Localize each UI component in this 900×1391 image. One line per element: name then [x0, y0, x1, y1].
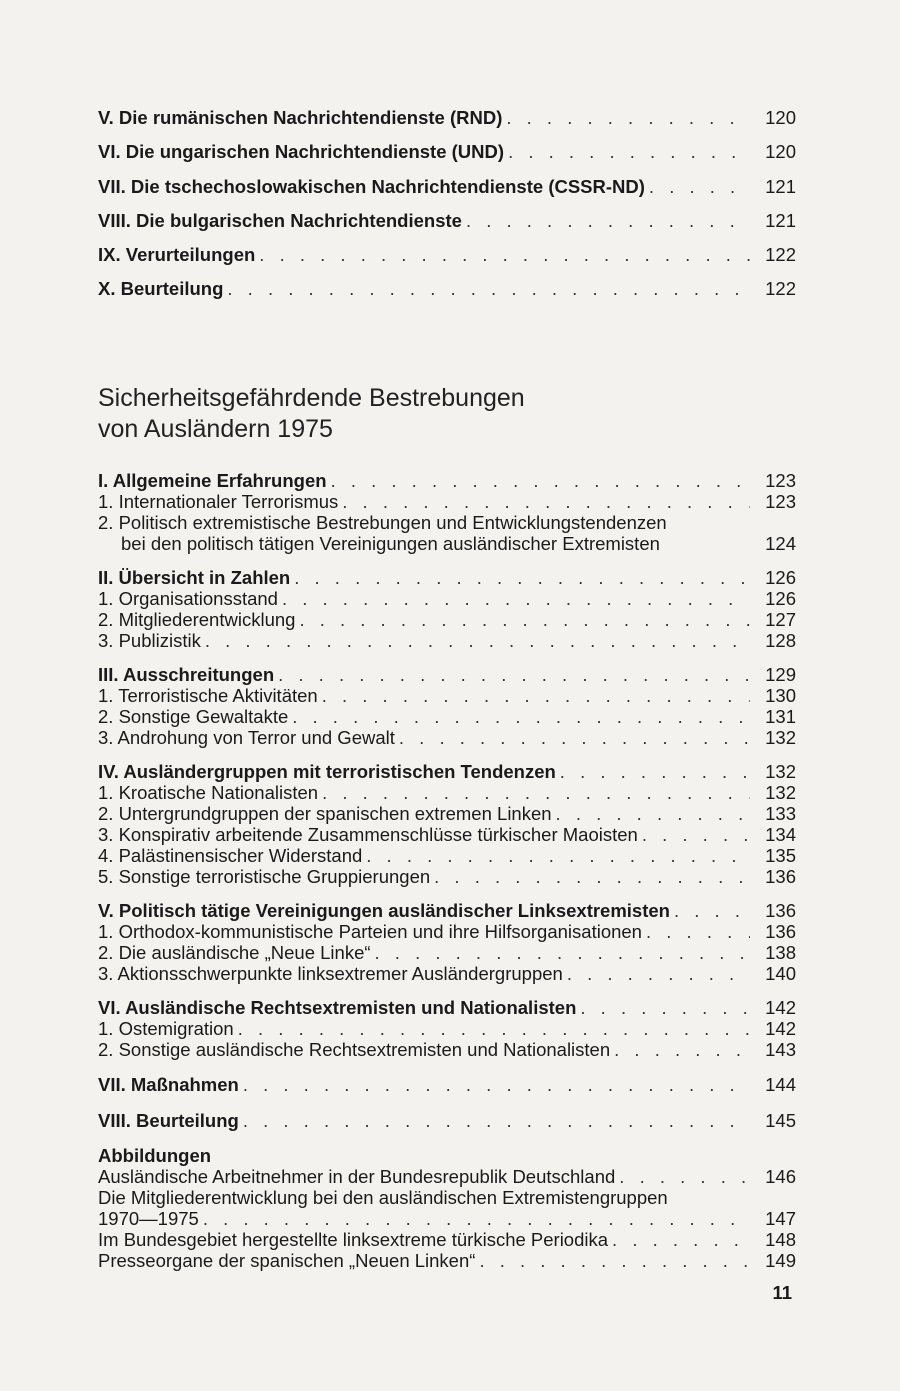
toc-entry-page: 142: [765, 997, 796, 1018]
illustrations-heading: Abbildungen: [98, 1145, 212, 1166]
toc-main: [98, 470, 796, 1271]
toc-entry-label: Presseorgane der spanischen „Neuen Linken“: [98, 1250, 476, 1271]
leader-dots: [299, 609, 750, 630]
toc-entry[interactable]: [98, 824, 796, 845]
toc-entry-label: Im Bundesgebiet hergestellte linksextreme türkische Periodika: [98, 1229, 609, 1250]
toc-entry[interactable]: [98, 1229, 796, 1250]
toc-entry-page: 120: [765, 107, 796, 128]
toc-entry-page: 145: [765, 1110, 796, 1131]
leader-dots: [366, 845, 750, 866]
toc-entry-label: V. Politisch tätige Vereinigungen ausländischer Linksextremisten: [98, 900, 670, 921]
toc-entry[interactable]: [98, 107, 796, 128]
leader-dots: [580, 997, 750, 1018]
toc-entry[interactable]: [98, 866, 796, 887]
toc-entry[interactable]: [98, 921, 796, 942]
toc-entry-label: 1. Ostemigration: [98, 1018, 234, 1039]
leader-dots: [203, 1208, 750, 1229]
toc-entry-page: 130: [765, 685, 796, 706]
toc-entry[interactable]: [98, 1166, 796, 1187]
toc-top-entries: [98, 107, 796, 299]
toc-entry[interactable]: [98, 963, 796, 984]
toc-entry-page: 128: [765, 630, 796, 651]
toc-entry-page: 138: [765, 942, 796, 963]
toc-entry-page: 131: [765, 706, 796, 727]
toc-entry-label: bei den politisch tätigen Vereinigungen ausländischer Extremisten: [121, 533, 660, 554]
toc-entry-label: 1. Kroatische Nationalisten: [98, 782, 319, 803]
toc-entry-page: 123: [765, 470, 796, 491]
toc-entry-label: Ausländische Arbeitnehmer in der Bundesrepublik Deutschland: [98, 1166, 616, 1187]
toc-entry-label: 2. Sonstige Gewaltakte: [98, 706, 289, 727]
toc-entry-page: 147: [765, 1208, 796, 1229]
toc-entry-page: 149: [765, 1250, 796, 1271]
toc-entry-page: 148: [765, 1229, 796, 1250]
toc-entry-page: 120: [765, 141, 796, 162]
toc-entry[interactable]: [98, 942, 796, 963]
toc-group-heading[interactable]: [98, 1074, 796, 1095]
toc-entry[interactable]: [98, 278, 796, 299]
leader-dots: [619, 1166, 750, 1187]
toc-entry-label: III. Ausschreitungen: [98, 664, 275, 685]
toc-entry-label: IX. Verurteilungen: [98, 244, 256, 265]
toc-entry-page: 132: [765, 761, 796, 782]
leader-dots: [227, 278, 750, 299]
leader-dots: [646, 921, 750, 942]
leader-dots: [614, 1039, 750, 1060]
toc-entry-page: 142: [765, 1018, 796, 1039]
toc-illustrations: [98, 1145, 796, 1271]
toc-group-heading[interactable]: [98, 997, 796, 1018]
toc-group: [98, 470, 796, 554]
toc-entry[interactable]: [98, 588, 796, 609]
toc-group: [98, 900, 796, 984]
toc-entry[interactable]: [98, 512, 796, 554]
toc-entry-page: 136: [765, 866, 796, 887]
leader-dots: [642, 824, 750, 845]
toc-entry-page: 132: [765, 727, 796, 748]
toc-entry-page: 144: [765, 1074, 796, 1095]
toc-entry-label: VI. Die ungarischen Nachrichtendienste (UND): [98, 141, 505, 162]
toc-group-heading[interactable]: [98, 567, 796, 588]
toc-entry-label: 2. Die ausländische „Neue Linke“: [98, 942, 371, 963]
toc-entry-label: 5. Sonstige terroristische Gruppierungen: [98, 866, 431, 887]
leader-dots: [259, 244, 750, 265]
leader-dots: [649, 176, 750, 197]
toc-entry-continuation: [98, 533, 796, 554]
leader-dots: [674, 900, 750, 921]
toc-entry-continuation: [98, 1208, 796, 1229]
toc-entry-label: Die Mitgliederentwicklung bei den ausländischen Extremistengruppen: [98, 1187, 668, 1208]
leader-dots: [466, 210, 750, 231]
leader-dots: [434, 866, 750, 887]
toc-entry-page: 133: [765, 803, 796, 824]
toc-entry-page: 140: [765, 963, 796, 984]
leader-dots: [322, 782, 750, 803]
toc-group: [98, 761, 796, 887]
leader-dots: [506, 107, 750, 128]
toc-group-heading[interactable]: [98, 1110, 796, 1131]
toc-entry[interactable]: [98, 845, 796, 866]
leader-dots: [205, 630, 750, 651]
toc-entry-page: 146: [765, 1166, 796, 1187]
toc-entry[interactable]: [98, 176, 796, 197]
toc-entry-page: 121: [765, 176, 796, 197]
leader-dots: [292, 706, 750, 727]
toc-entry-page: 124: [765, 533, 796, 554]
toc-entry-label: 2. Mitgliederentwicklung: [98, 609, 296, 630]
toc-entry-page: 126: [765, 567, 796, 588]
toc-entry-label: 1. Terroristische Aktivitäten: [98, 685, 318, 706]
page-number: 11: [772, 1282, 792, 1303]
toc-entry[interactable]: [98, 803, 796, 824]
toc-entry-page: 127: [765, 609, 796, 630]
toc-entry-page: 129: [765, 664, 796, 685]
toc-entry-label: V. Die rumänischen Nachrichtendienste (RND): [98, 107, 503, 128]
toc-entry-label: I. Allgemeine Erfahrungen: [98, 470, 327, 491]
section-title-line: Sicherheitsgefährdende Bestrebungen: [98, 384, 525, 412]
toc-entry[interactable]: [98, 609, 796, 630]
toc-group-heading[interactable]: [98, 470, 796, 491]
toc-entry-page: 122: [765, 278, 796, 299]
toc-entry[interactable]: [98, 1187, 796, 1229]
toc-entry-label: VII. Maßnahmen: [98, 1074, 239, 1095]
toc-entry-label: VIII. Die bulgarischen Nachrichtendienste: [98, 210, 462, 231]
toc-entry-label: 2. Untergrundgruppen der spanischen extremen Linken: [98, 803, 552, 824]
toc-entry[interactable]: [98, 244, 796, 265]
leader-dots: [238, 1018, 750, 1039]
toc-group: [98, 1074, 796, 1095]
leader-dots: [556, 803, 750, 824]
leader-dots: [331, 470, 750, 491]
leader-dots: [560, 761, 750, 782]
toc-entry[interactable]: [98, 1039, 796, 1060]
toc-group-heading[interactable]: [98, 900, 796, 921]
leader-dots: [479, 1250, 750, 1271]
leader-dots: [567, 963, 750, 984]
leader-dots: [342, 491, 750, 512]
leader-dots: [243, 1110, 750, 1131]
leader-dots: [278, 664, 750, 685]
toc-entry[interactable]: [98, 685, 796, 706]
toc-entry[interactable]: [98, 491, 796, 512]
toc-entry-page: 135: [765, 845, 796, 866]
toc-entry-label: X. Beurteilung: [98, 278, 224, 299]
toc-entry-page: 126: [765, 588, 796, 609]
toc-entry[interactable]: [98, 1250, 796, 1271]
leader-dots: [282, 588, 750, 609]
toc-entry-label: II. Übersicht in Zahlen: [98, 567, 291, 588]
leader-dots: [322, 685, 750, 706]
toc-entry-label: VIII. Beurteilung: [98, 1110, 239, 1131]
section-title-line: von Ausländern 1975: [98, 415, 333, 443]
toc-entry[interactable]: [98, 141, 796, 162]
toc-group-heading[interactable]: [98, 761, 796, 782]
toc-entry-page: 134: [765, 824, 796, 845]
toc-entry[interactable]: [98, 1018, 796, 1039]
section-title: [98, 383, 698, 445]
toc-entry-page: 122: [765, 244, 796, 265]
toc-entry-label: 3. Publizistik: [98, 630, 201, 651]
leader-dots: [294, 567, 750, 588]
toc-entry-label: 1. Orthodox-kommunistische Parteien und ihre Hilfsorganisationen: [98, 921, 642, 942]
toc-entry-label: 3. Androhung von Terror und Gewalt: [98, 727, 395, 748]
leader-dots: [399, 727, 750, 748]
toc-entry[interactable]: [98, 727, 796, 748]
leader-dots: [612, 1229, 750, 1250]
toc-entry[interactable]: [98, 782, 796, 803]
toc-entry-label: 2. Sonstige ausländische Rechtsextremisten und Nationalisten: [98, 1039, 611, 1060]
toc-entry-label: VI. Ausländische Rechtsextremisten und Nationalisten: [98, 997, 577, 1018]
toc-group: [98, 664, 796, 748]
toc-entry[interactable]: [98, 706, 796, 727]
toc-entry-label: 1970—1975: [98, 1208, 199, 1229]
toc-entry-page: 136: [765, 921, 796, 942]
toc-entry-label: 2. Politisch extremistische Bestrebungen und Entwicklungstendenzen: [98, 512, 667, 533]
toc-entry-page: 143: [765, 1039, 796, 1060]
toc-entry-label: 1. Internationaler Terrorismus: [98, 491, 339, 512]
toc-entry-page: 132: [765, 782, 796, 803]
toc-entry[interactable]: [98, 630, 796, 651]
toc-entry-label: IV. Ausländergruppen mit terroristischen Tendenzen: [98, 761, 556, 782]
toc-group-heading[interactable]: [98, 664, 796, 685]
leader-dots: [508, 141, 750, 162]
toc-group: [98, 567, 796, 651]
toc-entry-label: 3. Aktionsschwerpunkte linksextremer Ausländergruppen: [98, 963, 563, 984]
leader-dots: [375, 942, 750, 963]
toc-entry-page: 121: [765, 210, 796, 231]
toc-entry[interactable]: [98, 210, 796, 231]
toc-group: [98, 997, 796, 1060]
toc-entry-page: 123: [765, 491, 796, 512]
toc-entry-label: 1. Organisationsstand: [98, 588, 278, 609]
toc-group: [98, 1110, 796, 1131]
toc-entry-label: VII. Die tschechoslowakischen Nachrichtendienste (CSSR-ND): [98, 176, 645, 197]
toc-entry-label: 4. Palästinensischer Widerstand: [98, 845, 363, 866]
toc-entry-label: 3. Konspirativ arbeitende Zusammenschlüsse türkischer Maoisten: [98, 824, 638, 845]
toc-entry-page: 136: [765, 900, 796, 921]
leader-dots: [243, 1074, 750, 1095]
